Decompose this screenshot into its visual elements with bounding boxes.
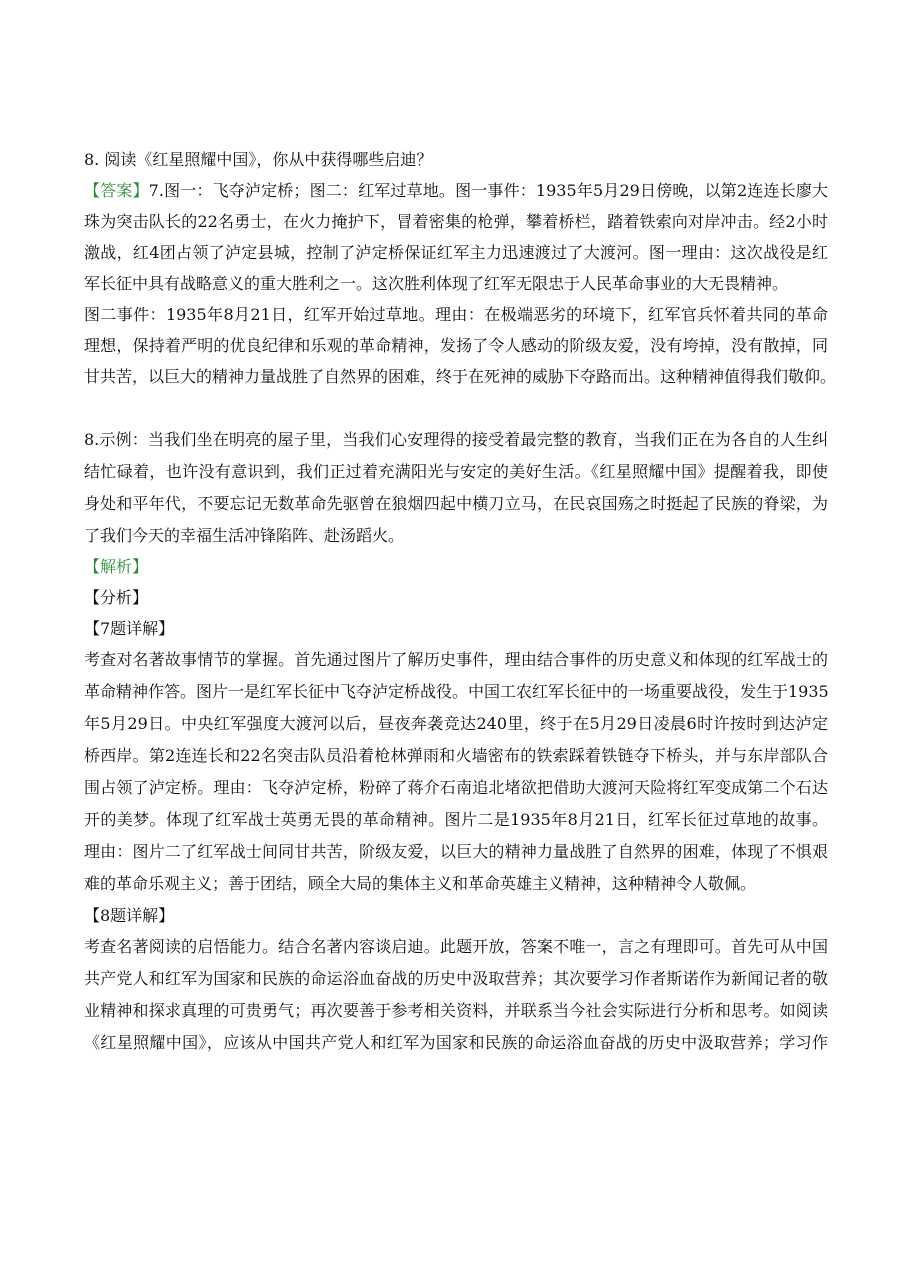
q7-line-3: 年5月29日。中央红军强度大渡河以后，昼夜奔袭竞达240里，终于在5月29日凌晨6时许按时到达泸定	[84, 714, 828, 733]
q7-line-5: 围占领了泸定桥。理由：飞夺泸定桥，粉碎了蒋介石南追北堵欲把借助大渡河天险将红军变成第二个石达	[84, 778, 828, 797]
q8-line-1: 考查名著阅读的启悟能力。结合名著内容谈启迪。此题开放，答案不唯一，言之有理即可。首先可从中国	[84, 937, 828, 956]
answer-line-5: 图二事件：1935年8月21日，红军开始过草地。理由：在极端恶劣的环境下，红军官兵怀着共同的革命	[84, 305, 828, 324]
answer-line-7: 甘共苦，以巨大的精神力量战胜了自然界的困难，终于在死神的威胁下夺路而出。这种精神值得我们敬仰。	[84, 367, 837, 386]
q7-line-8: 难的革命乐观主义；善于团结，顾全大局的集体主义和革命英雄主义精神，这种精神令人敬佩。	[84, 874, 757, 893]
analysis-tag: 【解析】	[84, 557, 149, 576]
question-8: 8. 阅读《红星照耀中国》，你从中获得哪些启迪？	[84, 150, 433, 169]
answer8-line-2: 结忙碌着，也许没有意识到，我们正过着充满阳光与安定的美好生活。《红星照耀中国》提醒着我，即使	[84, 462, 828, 481]
answer-line-3: 激战，红4团占领了泸定县城，控制了泸定桥保证红军主力迅速渡过了大渡河。图一理由：这次战役是红	[84, 243, 828, 262]
answer-tag: 【答案】	[84, 181, 149, 200]
answer-line-2: 珠为突击队长的22名勇士，在火力掩护下，冒着密集的枪弹，攀着桥栏，踏着铁索向对岸冲击。经2小时	[84, 212, 828, 231]
q7-line-7: 理由：图片二了红军战士间同甘共苦，阶级友爱，以巨大的精神力量战胜了自然界的困难，体现了不惧艰	[84, 842, 828, 861]
answer8-line-4: 了我们今天的幸福生活冲锋陷阵、赴汤蹈火。	[84, 526, 405, 545]
fenxi-header: 【分析】	[84, 588, 149, 607]
q7-line-1: 考查对名著故事情节的掌握。首先通过图片了解历史事件，理由结合事件的历史意义和体现的红军战士的	[84, 650, 828, 669]
q7-line-6: 开的美梦。体现了红军战士英勇无畏的革命精神。图片二是1935年8月21日，红军长征过草地的故事。	[84, 810, 828, 829]
q8-line-4: 《红星照耀中国》，应该从中国共产党人和红军为国家和民族的命运浴血奋战的历史中汲取营养；学习作	[84, 1033, 828, 1052]
q8-line-2: 共产党人和红军为国家和民族的命运浴血奋战的历史中汲取营养；其次要学习作者斯诺作为新闻记者的敬	[84, 969, 828, 988]
answer-text-1: 7.图一：飞夺泸定桥；图二：红军过草地。图一事件：1935年5月29日傍晚，以第2连连长廖大	[148, 181, 828, 200]
answer-line-1	[84, 181, 828, 201]
answer8-line-1: 8.示例：当我们坐在明亮的屋子里，当我们心安理得的接受着最完整的教育，当我们正在为各自的人生纠	[84, 430, 828, 449]
answer-line-6: 理想，保持着严明的优良纪律和乐观的革命精神，发扬了令人感动的阶级友爱，没有垮掉，没有散掉，同	[84, 336, 828, 355]
q7-line-2: 革命精神作答。图片一是红军长征中飞夺泸定桥战役。中国工农红军长征中的一场重要战役，发生于1935	[84, 682, 829, 701]
q7-line-4: 桥西岸。第2连连长和22名突击队员沿着枪林弹雨和火墙密布的铁索踩着铁链夺下桥头，并与东岸部队合	[84, 746, 828, 765]
q8-header: 【8题详解】	[84, 906, 175, 925]
q7-header: 【7题详解】	[84, 619, 175, 638]
q8-line-3: 业精神和探求真理的可贵勇气；再次要善于参考相关资料，并联系当今社会实际进行分析和思考。如阅读	[84, 1001, 828, 1020]
answer-line-4: 军长征中具有战略意义的重大胜利之一。这次胜利体现了红军无限忠于人民革命事业的大无畏精神。	[84, 274, 789, 293]
answer8-line-3: 身处和平年代，不要忘记无数革命先驱曾在狼烟四起中横刀立马，在民哀国殇之时挺起了民族的脊梁，为	[84, 494, 828, 513]
